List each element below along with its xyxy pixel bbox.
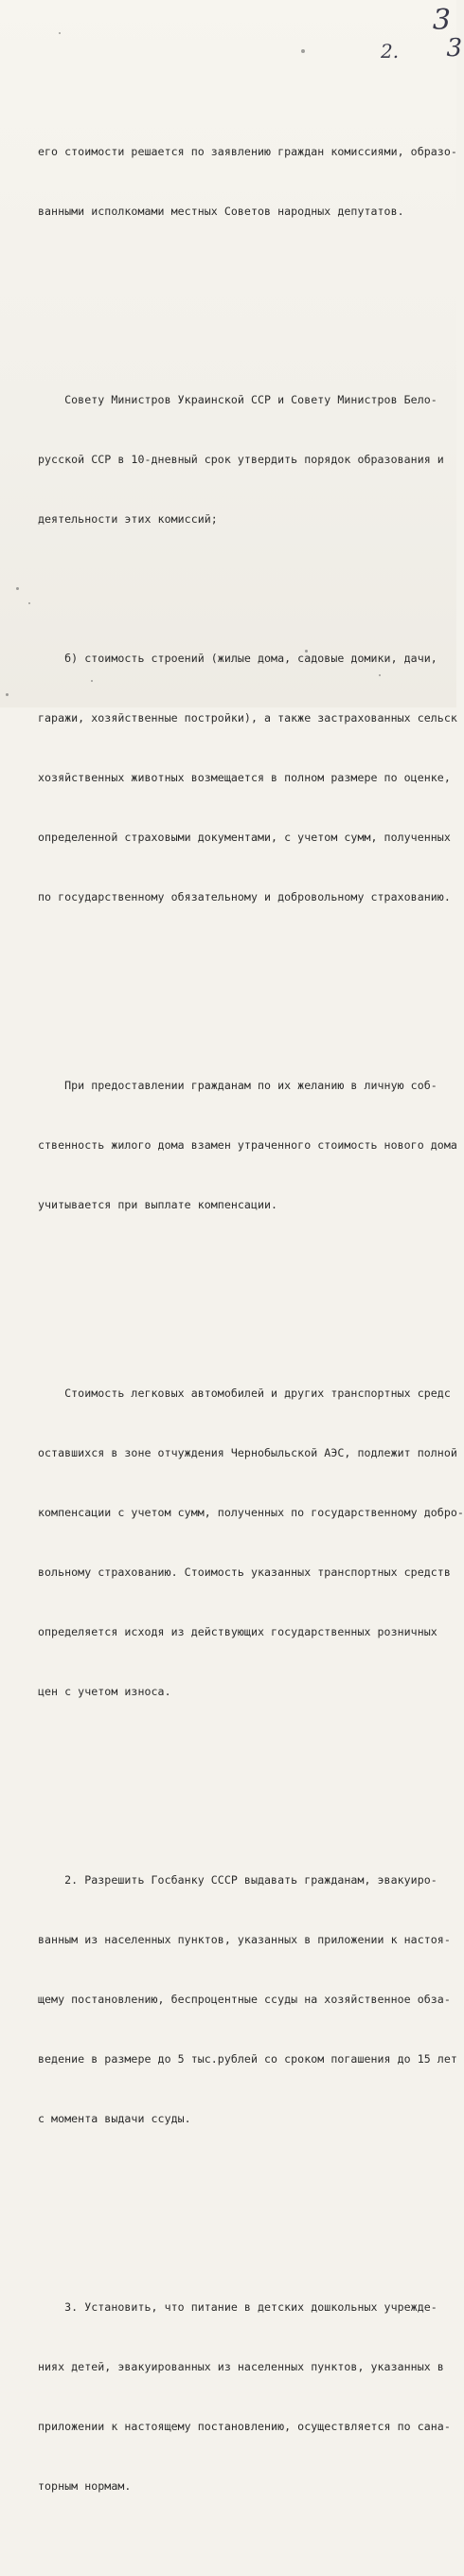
paragraph-5 <box>38 1344 464 1742</box>
text-line: При предоставлении гражданам по их желанию в личную соб- <box>38 1079 437 1092</box>
text-line: 3. Установить, что питание в детских дошкольных учрежде- <box>38 2300 437 2314</box>
paragraph-6 <box>38 1831 455 2169</box>
scan-speck <box>16 587 19 590</box>
handwritten-mark: 2. <box>381 40 400 63</box>
paragraph-4 <box>38 1036 455 1255</box>
text-line: 2. Разрешить Госбанку СССР выдавать гражданам, эвакуиро- <box>38 1873 437 1887</box>
text-line: щему постановлению, беспроцентные ссуды на хозяйственное обза- <box>38 1993 451 2006</box>
scan-speck <box>301 49 305 53</box>
paragraph-1 <box>38 102 455 261</box>
scan-speck <box>59 32 61 34</box>
text-line: Стоимость легковых автомобилей и других транспортных средс <box>38 1386 451 1400</box>
text-line: гаражи, хозяйственные постройки), а также застрахованных сельск <box>38 711 457 724</box>
text-line: цен с учетом износа. <box>38 1685 171 1698</box>
document-body <box>38 63 464 2576</box>
text-line: хозяйственных животных возмещается в полном размере по оценке, <box>38 771 451 784</box>
text-line: ведение в размере до 5 тыс.рублей со сроком погашения до 15 лет <box>38 2052 457 2066</box>
text-line: определяется исходя из действующих государственных розничных <box>38 1625 437 1638</box>
text-line: с момента выдачи ссуды. <box>38 2112 191 2125</box>
paragraph-3 <box>38 609 455 947</box>
text-line: оставшихся в зоне отчуждения Чернобыльской АЭС, подлежит полной <box>38 1446 457 1459</box>
text-line: по государственному обязательному и добровольному страхованию. <box>38 890 451 903</box>
text-line: ванными исполкомами местных Советов народных депутатов. <box>38 205 404 218</box>
text-line: вольному страхованию. Стоимость указанных транспортных средств <box>38 1565 451 1579</box>
scan-speck <box>6 693 9 696</box>
text-line: ниях детей, эвакуированных из населенных пунктов, указанных в <box>38 2360 444 2373</box>
scan-speck <box>28 602 30 604</box>
text-line: его стоимости решается по заявлению граждан комиссиями, образо- <box>38 145 457 158</box>
text-line: ванным из населенных пунктов, указанных в приложении к настоя- <box>38 1933 451 1946</box>
text-line: приложении к настоящему постановлению, осуществляется по сана- <box>38 2420 451 2433</box>
text-line: компенсации с учетом сумм, полученных по государственному добро- <box>38 1506 464 1519</box>
paragraph-7 <box>38 2258 455 2536</box>
text-line: ственность жилого дома взамен утраченного стоимость нового дома <box>38 1138 457 1152</box>
paragraph-2 <box>38 350 455 569</box>
text-line: деятельности этих комиссий; <box>38 512 218 526</box>
text-line: торным нормам. <box>38 2479 132 2493</box>
text-line: б) стоимость строений (жилые дома, садовые домики, дачи, <box>38 652 437 665</box>
text-line: русской ССР в 10-дневный срок утвердить порядок образования и <box>38 453 444 466</box>
handwritten-mark-edge: 3 <box>446 34 462 63</box>
text-line: учитывается при выплате компенсации. <box>38 1198 278 1211</box>
handwritten-page-number: 3 <box>432 4 451 37</box>
text-line: Совету Министров Украинской ССР и Совету Министров Бело- <box>38 393 437 406</box>
text-line: определенной страховыми документами, с учетом сумм, полученных <box>38 831 451 844</box>
